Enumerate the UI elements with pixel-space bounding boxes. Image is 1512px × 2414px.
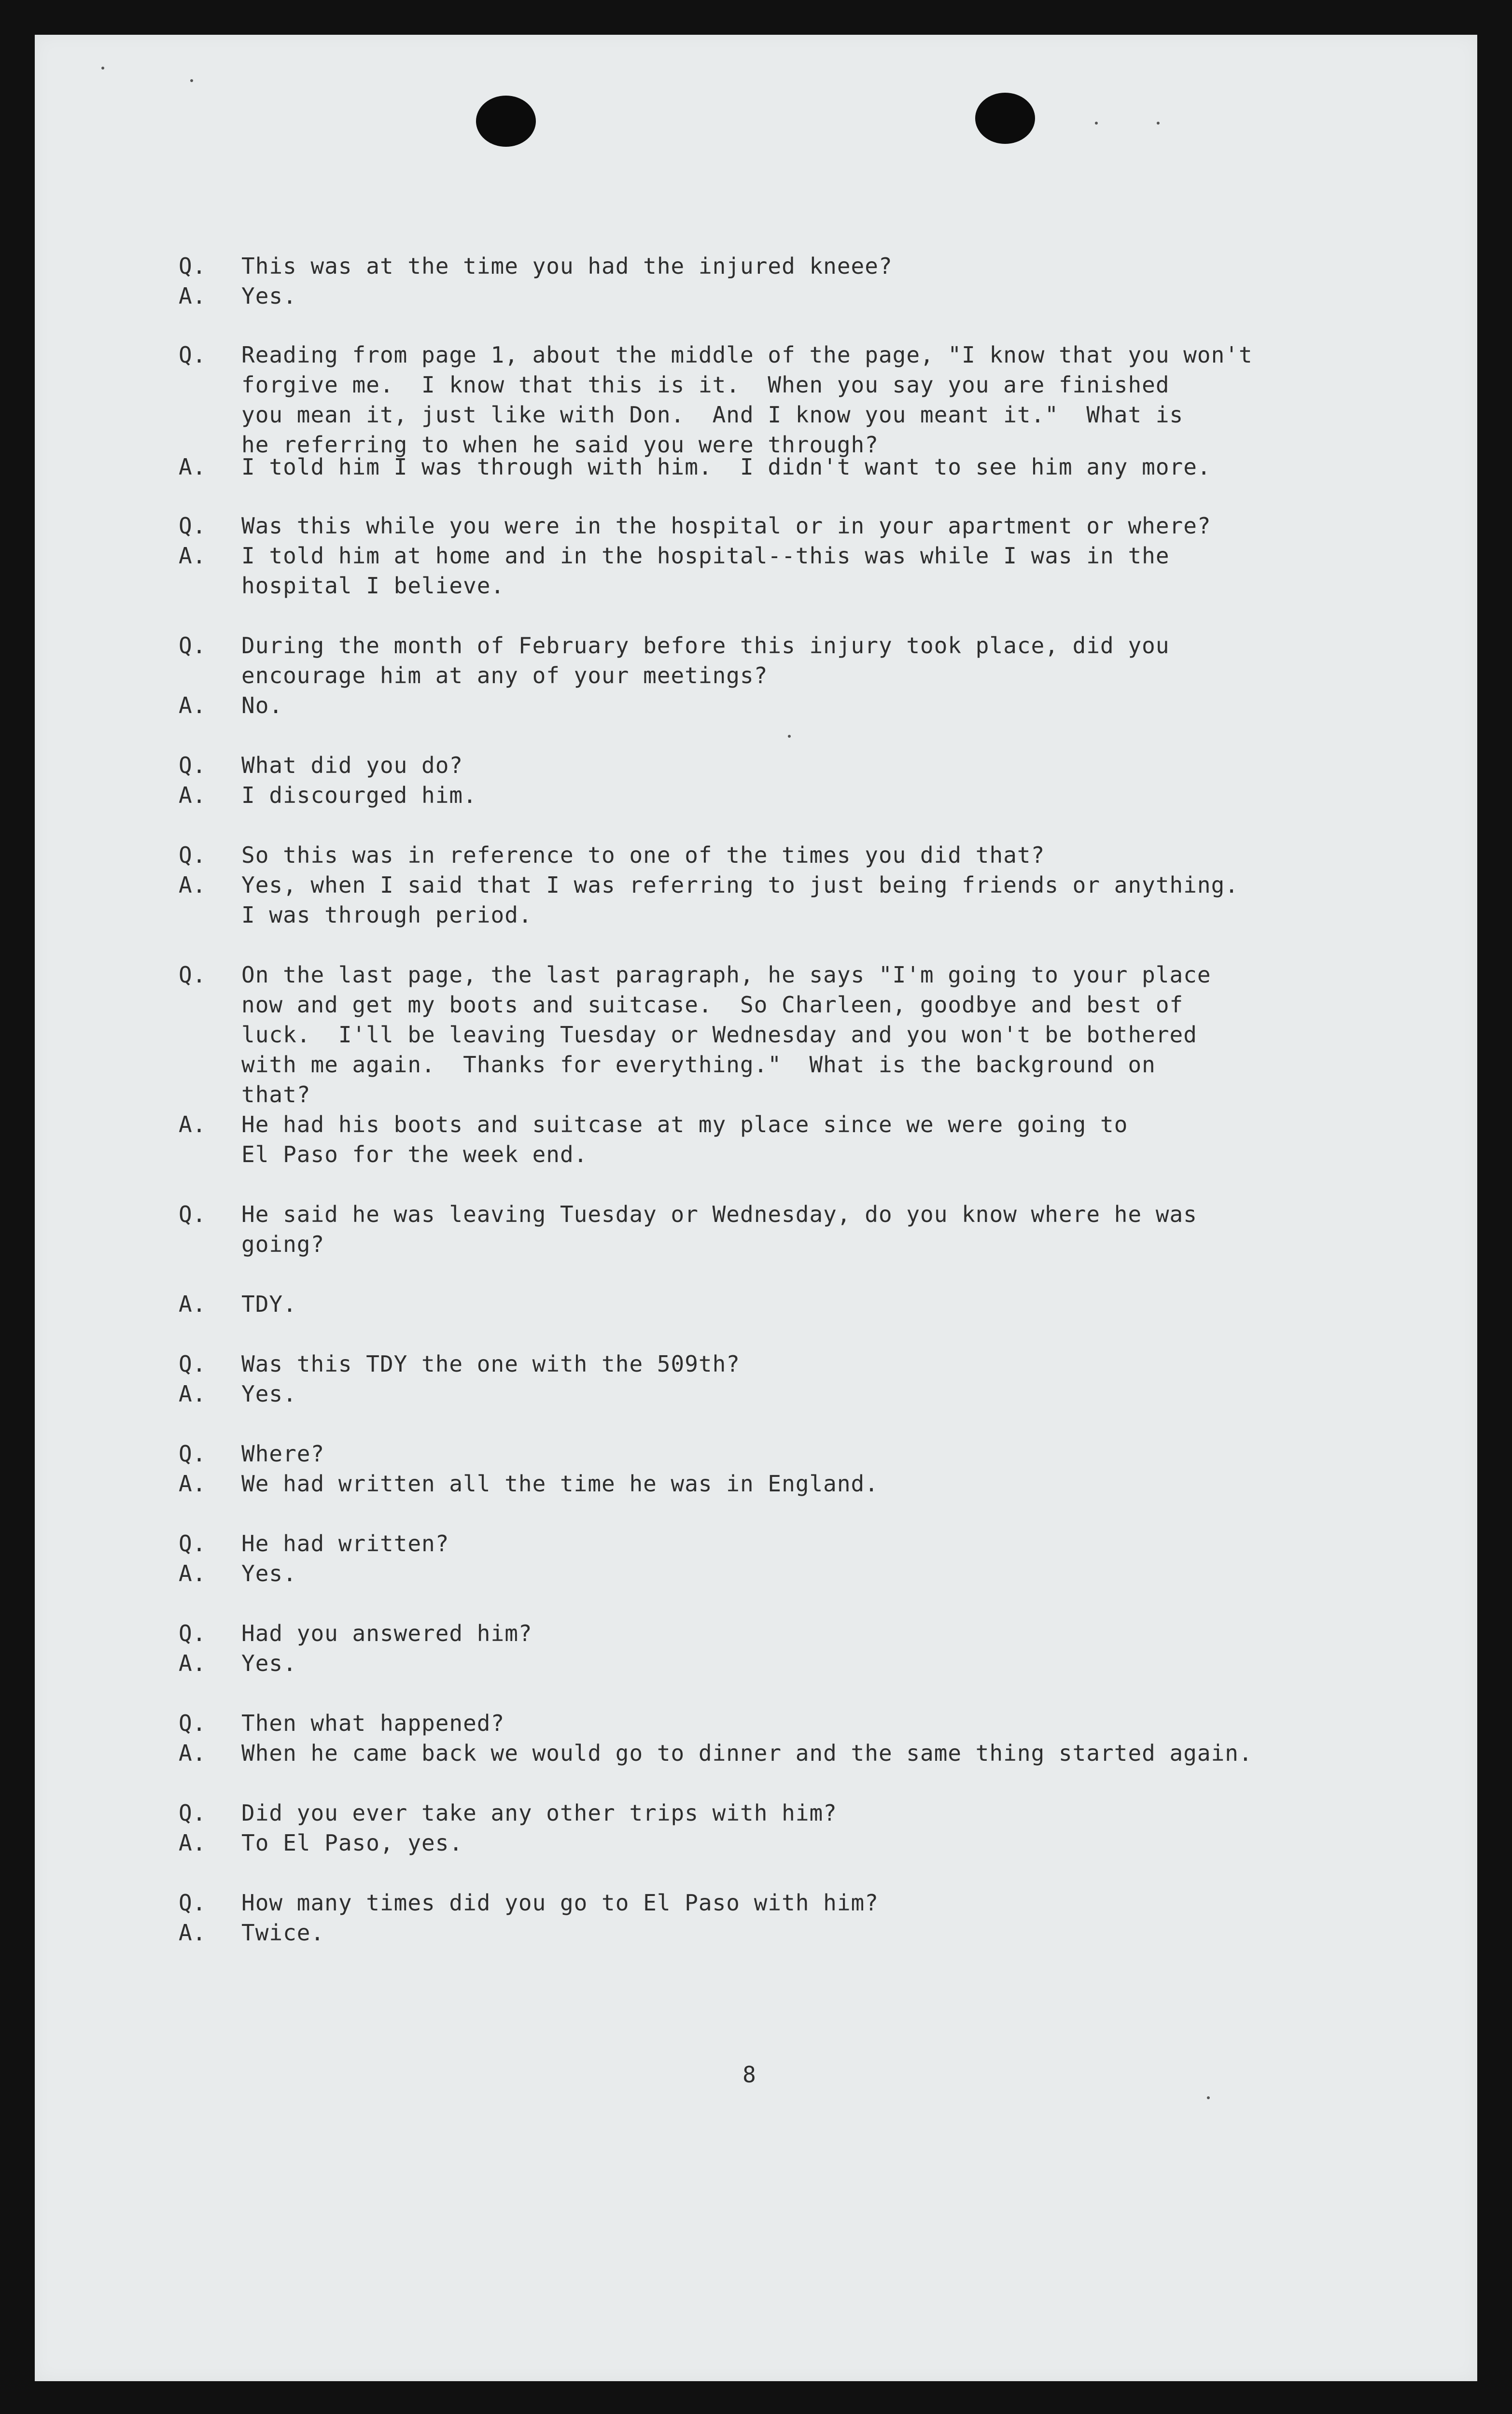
answer-text: hospital I believe. xyxy=(241,573,505,599)
answer-text: I told him I was through with him. I didn't want to see him any more. xyxy=(241,454,1211,480)
question-marker: Q. xyxy=(179,1351,207,1377)
paper-speck xyxy=(1095,122,1098,125)
question-text: So this was in reference to one of the times you did that? xyxy=(241,842,1045,868)
answer-text: Yes. xyxy=(241,1381,297,1407)
answer-text: When he came back we would go to dinner and the same thing started again. xyxy=(241,1740,1253,1766)
answer-text: Yes. xyxy=(241,1560,297,1586)
question-marker: Q. xyxy=(179,1800,207,1826)
answer-text: I discourged him. xyxy=(241,782,477,808)
answer-marker: A. xyxy=(179,1830,207,1856)
question-text: Where? xyxy=(241,1441,325,1467)
answer-text: Twice. xyxy=(241,1920,325,1946)
question-text: During the month of February before this injury took place, did you xyxy=(241,632,1170,659)
question-marker: Q. xyxy=(179,962,207,988)
answer-text: Yes, when I said that I was referring to just being friends or anything. xyxy=(241,872,1239,898)
answer-text: Yes. xyxy=(241,283,297,309)
punch-hole-right xyxy=(975,93,1035,144)
answer-text: I was through period. xyxy=(241,902,532,928)
answer-marker: A. xyxy=(179,782,207,808)
question-text: luck. I'll be leaving Tuesday or Wednesday and you won't be bothered xyxy=(241,1022,1197,1048)
paper-speck xyxy=(1157,122,1160,125)
question-marker: Q. xyxy=(179,752,207,778)
answer-marker: A. xyxy=(179,872,207,898)
answer-text: No. xyxy=(241,692,283,718)
answer-marker: A. xyxy=(179,1381,207,1407)
answer-marker: A. xyxy=(179,1650,207,1676)
question-marker: Q. xyxy=(179,1710,207,1736)
question-marker: Q. xyxy=(179,1620,207,1646)
page-number: 8 xyxy=(742,2062,756,2088)
answer-text: To El Paso, yes. xyxy=(241,1830,463,1856)
answer-marker: A. xyxy=(179,692,207,718)
question-text: that? xyxy=(241,1081,311,1108)
question-text: he referring to when he said you were through? xyxy=(241,432,879,458)
question-text: Had you answered him? xyxy=(241,1620,532,1646)
question-marker: Q. xyxy=(179,1890,207,1916)
question-text: Did you ever take any other trips with him? xyxy=(241,1800,837,1826)
question-marker: Q. xyxy=(179,1441,207,1467)
answer-text: Yes. xyxy=(241,1650,297,1676)
question-text: He said he was leaving Tuesday or Wednesday, do you know where he was xyxy=(241,1201,1197,1227)
answer-text: TDY. xyxy=(241,1291,297,1317)
question-text: you mean it, just like with Don. And I know you meant it." What is xyxy=(241,402,1184,428)
answer-marker: A. xyxy=(179,1560,207,1586)
answer-marker: A. xyxy=(179,1471,207,1497)
answer-marker: A. xyxy=(179,454,207,480)
punch-hole-left xyxy=(476,96,536,147)
question-text: He had written? xyxy=(241,1530,449,1557)
question-text: encourage him at any of your meetings? xyxy=(241,662,768,688)
question-marker: Q. xyxy=(179,513,207,539)
answer-marker: A. xyxy=(179,1920,207,1946)
question-text: On the last page, the last paragraph, he says "I'm going to your place xyxy=(241,962,1211,988)
question-text: This was at the time you had the injured kneee? xyxy=(241,253,893,279)
question-marker: Q. xyxy=(179,1530,207,1557)
answer-marker: A. xyxy=(179,543,207,569)
paper-speck xyxy=(788,735,791,738)
question-text: with me again. Thanks for everything." What is the background on xyxy=(241,1052,1156,1078)
answer-text: He had his boots and suitcase at my place since we were going to xyxy=(241,1111,1128,1137)
answer-text: El Paso for the week end. xyxy=(241,1141,588,1167)
question-marker: Q. xyxy=(179,842,207,868)
paper-speck xyxy=(190,79,193,82)
question-marker: Q. xyxy=(179,253,207,279)
question-text: going? xyxy=(241,1231,325,1257)
question-marker: Q. xyxy=(179,632,207,659)
question-text: Was this while you were in the hospital or in your apartment or where? xyxy=(241,513,1211,539)
answer-marker: A. xyxy=(179,283,207,309)
question-text: Reading from page 1, about the middle of the page, "I know that you won't xyxy=(241,342,1253,368)
paper-speck xyxy=(101,67,104,70)
answer-text: I told him at home and in the hospital--this was while I was in the xyxy=(241,543,1170,569)
question-marker: Q. xyxy=(179,342,207,368)
document-page xyxy=(35,35,1477,2381)
question-text: Then what happened? xyxy=(241,1710,505,1736)
answer-marker: A. xyxy=(179,1111,207,1137)
question-text: now and get my boots and suitcase. So Charleen, goodbye and best of xyxy=(241,992,1184,1018)
question-marker: Q. xyxy=(179,1201,207,1227)
question-text: Was this TDY the one with the 509th? xyxy=(241,1351,740,1377)
paper-speck xyxy=(1207,2096,1210,2099)
answer-marker: A. xyxy=(179,1740,207,1766)
question-text: What did you do? xyxy=(241,752,463,778)
question-text: How many times did you go to El Paso with him? xyxy=(241,1890,879,1916)
question-text: forgive me. I know that this is it. When you say you are finished xyxy=(241,372,1170,398)
answer-marker: A. xyxy=(179,1291,207,1317)
answer-text: We had written all the time he was in England. xyxy=(241,1471,879,1497)
